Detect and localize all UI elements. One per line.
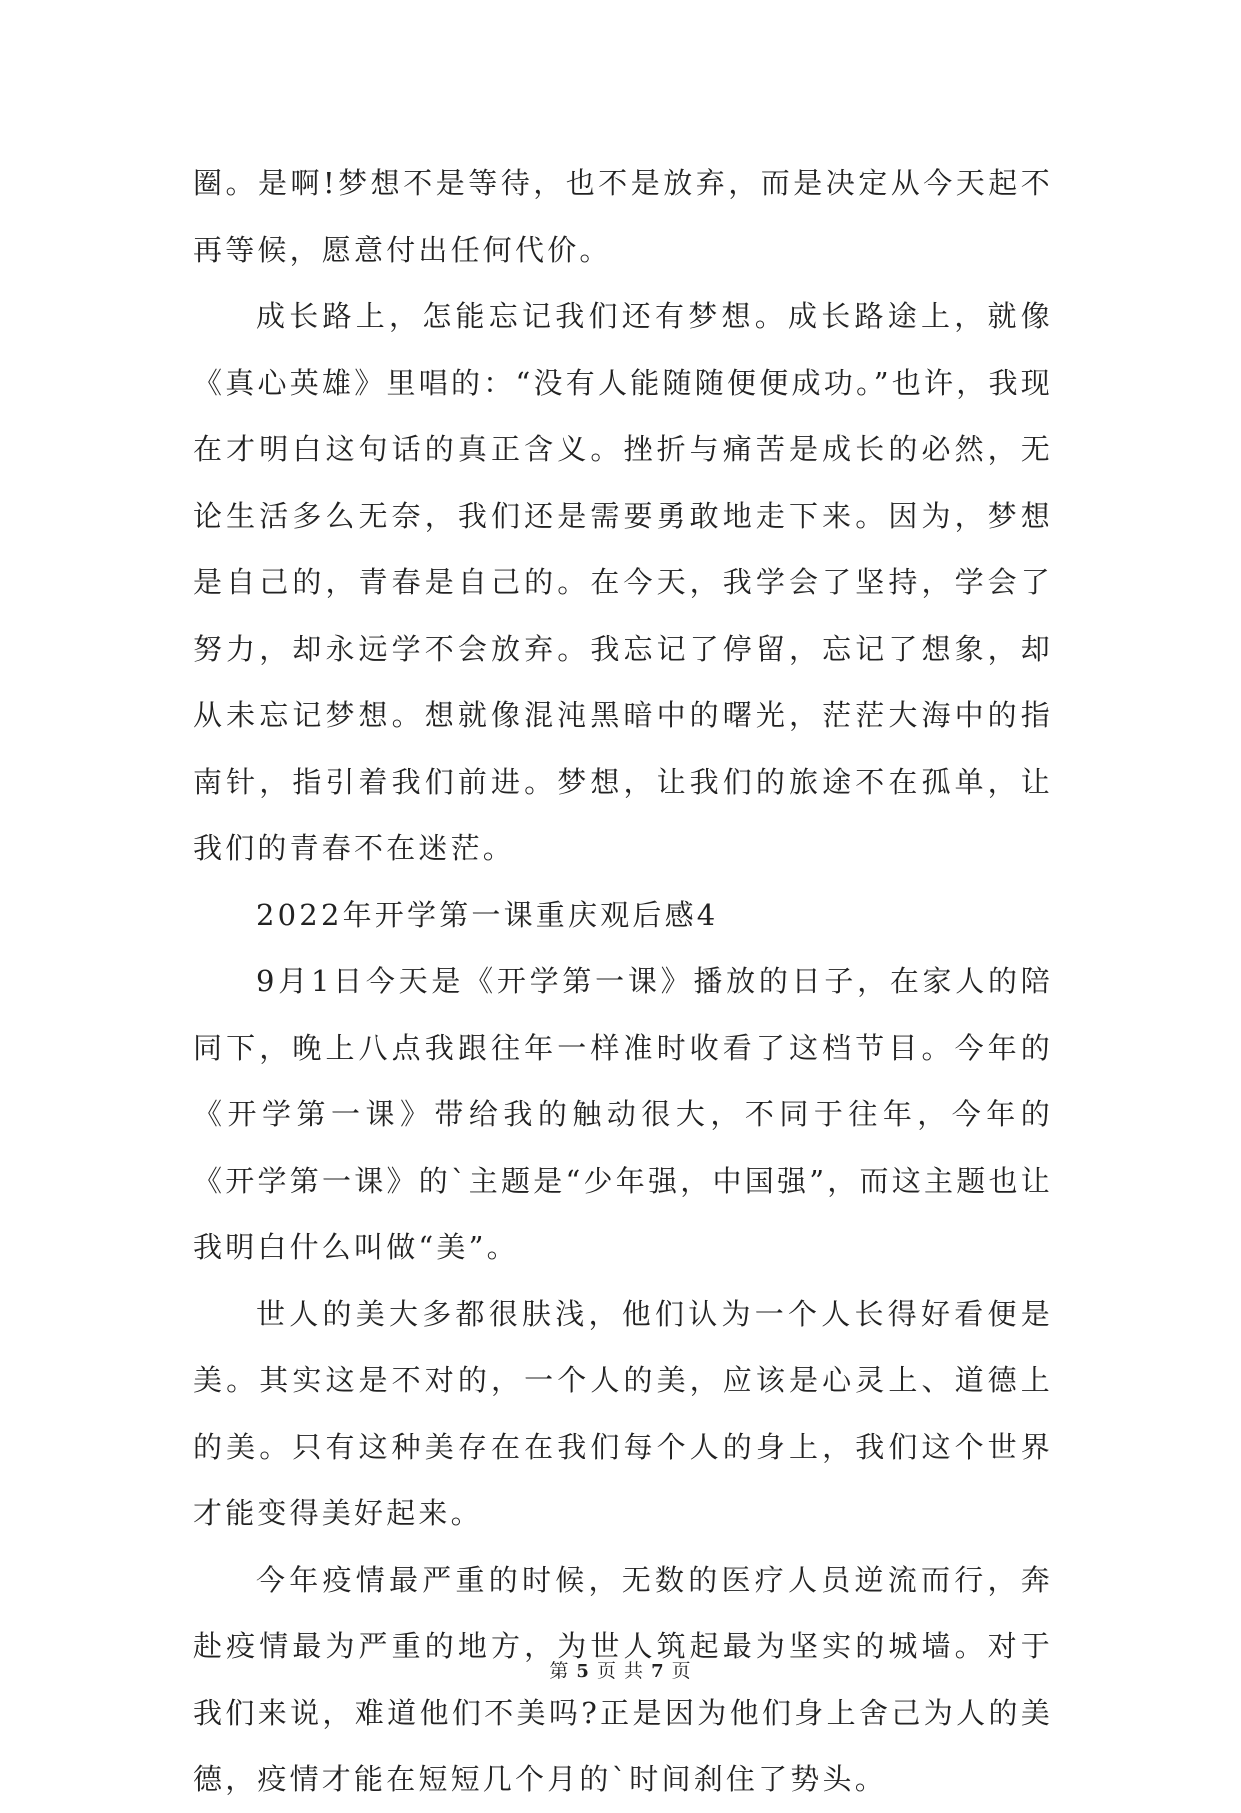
footer-suffix: 页	[671, 1660, 692, 1682]
paragraph-dream-growth: 成长路上，怎能忘记我们还有梦想。成长路途上，就像《真心英雄》里唱的：“没有人能随随便便成功。”也许，我现在才明白这句话的真正含义。挫折与痛苦是成长的必然，无论生活多么无奈，我们还是需要勇敢地走下来。因为，梦想是自己的，青春是自己的。在今天，我学会了坚持，学会了努力，却永远学不会放弃。我忘记了停留，忘记了想象，却从未忘记梦想。想就像混沌黑暗中的曙光，茫茫大海中的指南针，指引着我们前进。梦想，让我们的旅途不在孤单，让我们的青春不在迷茫。	[193, 299, 1053, 865]
document-body	[193, 150, 1053, 1813]
paragraph-epidemic: 今年疫情最严重的时候，无数的医疗人员逆流而行，奔赴疫情最为严重的地方，为世人筑起最为坚实的城墙。对于我们来说，难道他们不美吗?正是因为他们身上舍己为人的美德，疫情才能在短短几个月的`时间刹住了势头。	[193, 1562, 1053, 1796]
section-heading: 2022年开学第一课重庆观后感4	[256, 897, 719, 932]
paragraph-beauty: 世人的美大多都很肤浅，他们认为一个人长得好看便是美。其实这是不对的，一个人的美，应该是心灵上、道德上的美。只有这种美存在在我们每个人的身上，我们这个世界才能变得美好起来。	[193, 1296, 1053, 1530]
footer-prefix: 第	[549, 1660, 570, 1682]
paragraph-continuation: 圈。是啊!梦想不是等待，也不是放弃，而是决定从今天起不再等候，愿意付出任何代价。	[193, 166, 1053, 267]
footer-middle: 页 共	[596, 1660, 645, 1682]
current-page-number: 5	[576, 1661, 590, 1682]
total-page-number: 7	[651, 1661, 665, 1682]
paragraph-first-lesson: 9月1日今天是《开学第一课》播放的日子，在家人的陪同下，晚上八点我跟往年一样准时收看了这档节目。今年的《开学第一课》带给我的触动很大，不同于往年，今年的《开学第一课》的`主题是“少年强，中国强”，而这主题也让我明白什么叫做“美”。	[193, 964, 1053, 1264]
page-footer	[0, 1656, 1241, 1683]
